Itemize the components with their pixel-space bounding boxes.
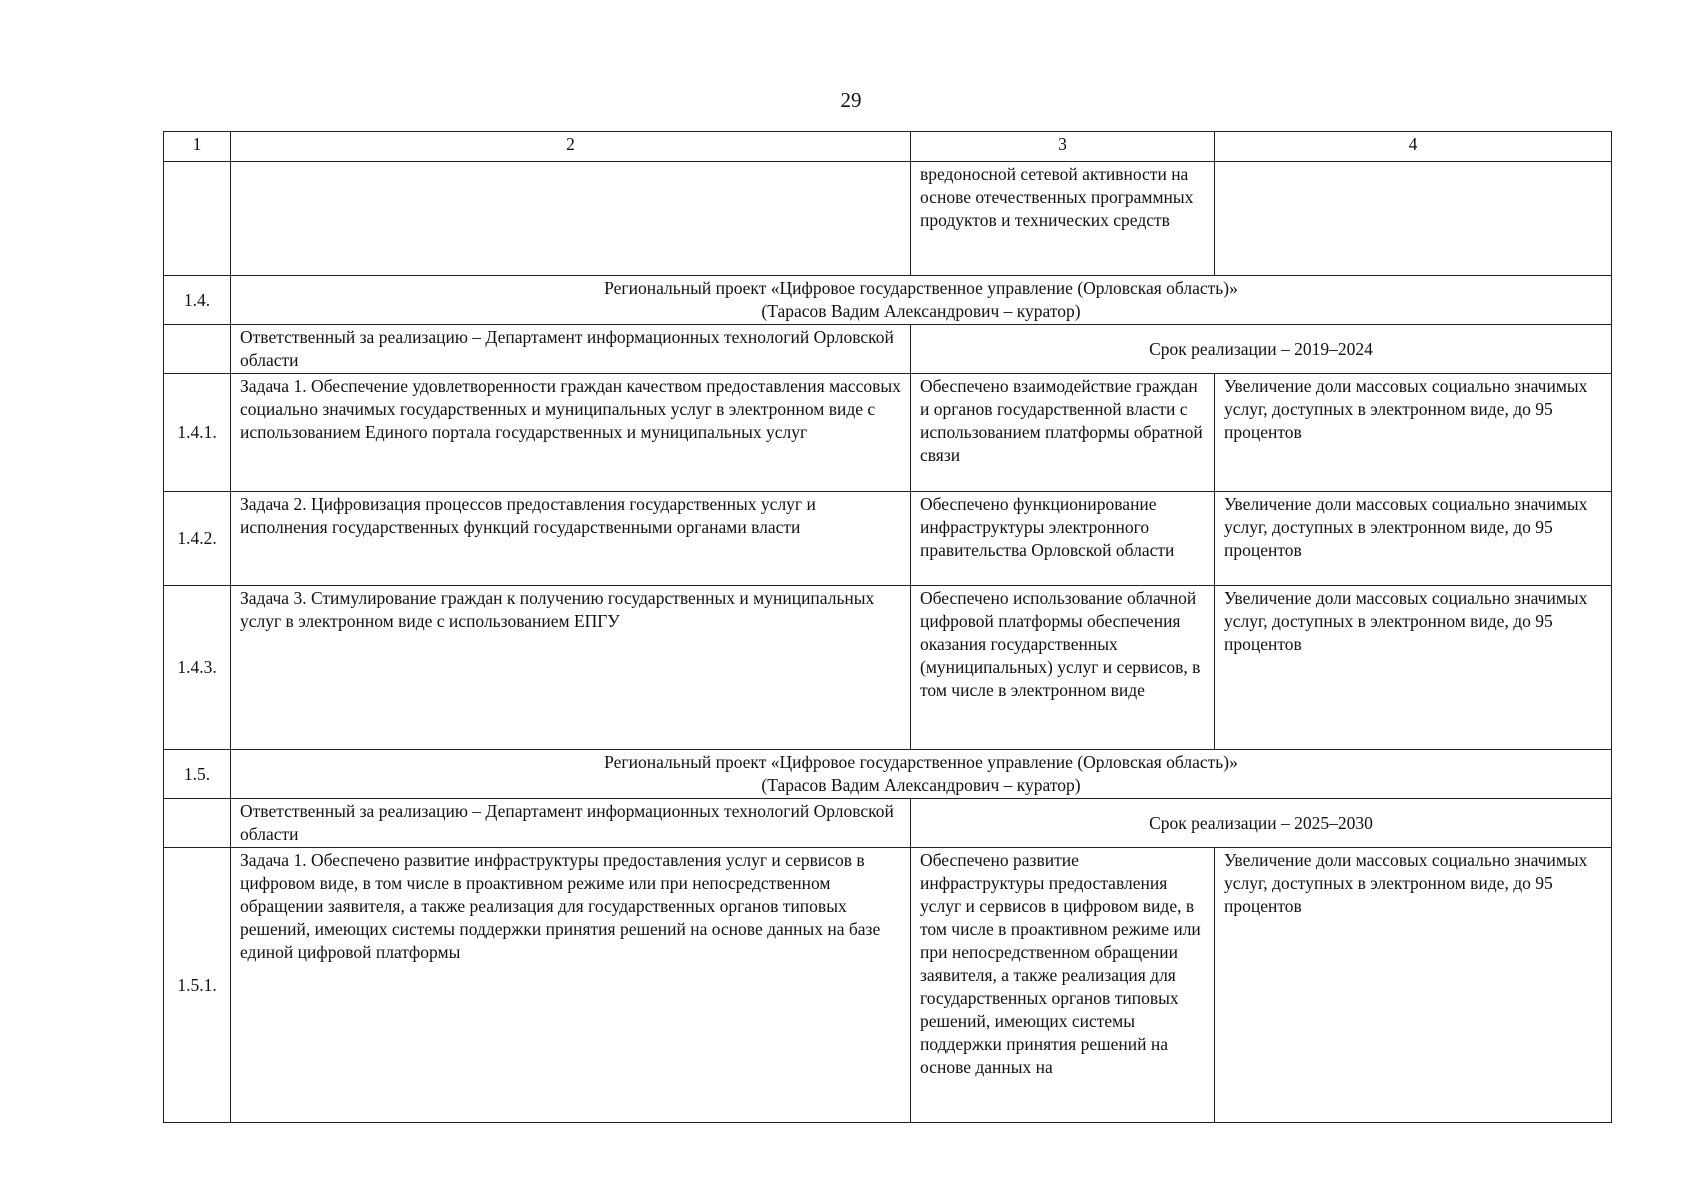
indicator-cell: Увеличение доли массовых социально значимых услуг, доступных в электронном виде, до 95 процентов <box>1215 374 1612 492</box>
row-number: 1.5.1. <box>164 848 231 1123</box>
result-cell: Обеспечено использование облачной цифровой платформы обеспечения оказания государственных (муниципальных) услуг и сервисов, в том числе в электронном виде <box>911 586 1215 750</box>
table-header-row <box>164 132 1612 162</box>
row-number: 1.4. <box>164 276 231 325</box>
result-cell: Обеспечено развитие инфраструктуры предоставления услуг и сервисов в цифровом виде, в том числе в проактивном режиме или при непосредственном обращении заявителя, а также реализация для государственных органов типовых решений, имеющих системы поддержки принятия решений на основе данных на <box>911 848 1215 1123</box>
table-row <box>164 492 1612 586</box>
project-curator: (Тарасов Вадим Александрович – куратор) <box>761 301 1081 321</box>
header-col-4: 4 <box>1215 132 1612 162</box>
page-number: 29 <box>840 88 862 112</box>
indicator-cell: Увеличение доли массовых социально значимых услуг, доступных в электронном виде, до 95 процентов <box>1215 492 1612 586</box>
indicator-cell: Увеличение доли массовых социально значимых услуг, доступных в электронном виде, до 95 процентов <box>1215 848 1612 1123</box>
result-cell: Обеспечено функционирование инфраструктуры электронного правительства Орловской области <box>911 492 1215 586</box>
project-curator: (Тарасов Вадим Александрович – куратор) <box>761 775 1081 795</box>
table-row <box>164 586 1612 750</box>
row-number: 1.5. <box>164 750 231 799</box>
cell-empty <box>164 162 231 276</box>
project-title-cell <box>231 276 1612 325</box>
table-row <box>164 848 1612 1123</box>
row-number: 1.4.3. <box>164 586 231 750</box>
cell-empty <box>164 799 231 848</box>
program-table <box>163 131 1612 1123</box>
table-row <box>164 374 1612 492</box>
project-title: Региональный проект «Цифровое государственное управление (Орловская область)» <box>604 278 1238 298</box>
responsible-cell: Ответственный за реализацию – Департамент информационных технологий Орловской области <box>231 325 911 374</box>
term-cell: Срок реализации – 2019–2024 <box>911 325 1612 374</box>
responsible-cell: Ответственный за реализацию – Департамент информационных технологий Орловской области <box>231 799 911 848</box>
task-cell: Задача 3. Стимулирование граждан к получению государственных и муниципальных услуг в электронном виде с использованием ЕПГУ <box>231 586 911 750</box>
responsible-row <box>164 325 1612 374</box>
project-row <box>164 750 1612 799</box>
table-row <box>164 162 1612 276</box>
cell-empty <box>231 162 911 276</box>
cell-empty <box>164 325 231 374</box>
indicator-cell: Увеличение доли массовых социально значимых услуг, доступных в электронном виде, до 95 процентов <box>1215 586 1612 750</box>
indicator-cell <box>1215 162 1612 276</box>
project-title: Региональный проект «Цифровое государственное управление (Орловская область)» <box>604 752 1238 772</box>
header-col-2: 2 <box>231 132 911 162</box>
result-cell: Обеспечено взаимодействие граждан и органов государственной власти с использованием платформы обратной связи <box>911 374 1215 492</box>
project-title-cell <box>231 750 1612 799</box>
term-cell: Срок реализации – 2025–2030 <box>911 799 1612 848</box>
row-number: 1.4.2. <box>164 492 231 586</box>
result-cell: вредоносной сетевой активности на основе отечественных программных продуктов и технических средств <box>911 162 1215 276</box>
task-cell: Задача 1. Обеспечение удовлетворенности граждан качеством предоставления массовых социально значимых государственных и муниципальных услуг в электронном виде с использованием Единого портала государственных и муниципальных услуг <box>231 374 911 492</box>
task-cell: Задача 2. Цифровизация процессов предоставления государственных услуг и исполнения государственных функций государственными органами власти <box>231 492 911 586</box>
responsible-row <box>164 799 1612 848</box>
header-col-3: 3 <box>911 132 1215 162</box>
task-cell: Задача 1. Обеспечено развитие инфраструктуры предоставления услуг и сервисов в цифровом виде, в том числе в проактивном режиме или при непосредственном обращении заявителя, а также реализация для государственных органов типовых решений, имеющих системы поддержки принятия решений на основе данных на базе единой цифровой платформы <box>231 848 911 1123</box>
project-row <box>164 276 1612 325</box>
row-number: 1.4.1. <box>164 374 231 492</box>
header-col-1: 1 <box>164 132 231 162</box>
